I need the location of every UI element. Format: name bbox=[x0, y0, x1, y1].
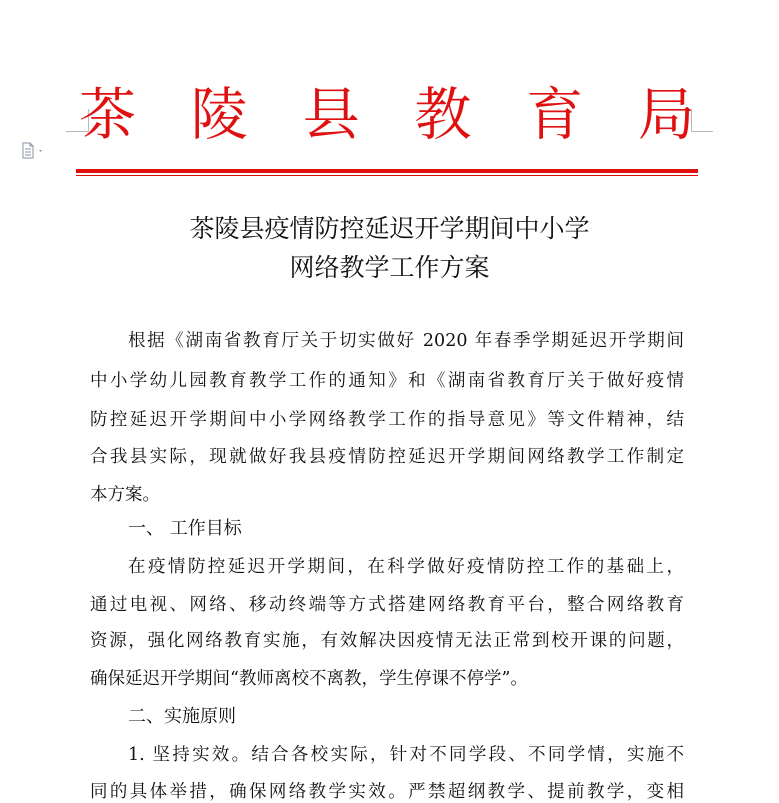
document-title-line-1: 茶陵县疫情防控延迟开学期间中小学 bbox=[189, 214, 590, 243]
letterhead-char: 教 bbox=[414, 82, 472, 148]
section1-line: 确保延迟开学期间“教师离校不离教，学生停课不停学”。 bbox=[90, 669, 528, 689]
intro-line: 本方案。 bbox=[90, 485, 160, 505]
letterhead-title bbox=[76, 82, 698, 148]
section-heading-principles: 二、实施原则 bbox=[128, 706, 236, 727]
intro-line: 中小学幼儿园教育教学工作的通知》和《湖南省教育厅关于做好疫情 bbox=[90, 371, 684, 391]
section-heading-goals: 一、 工作目标 bbox=[128, 518, 242, 539]
letterhead-char: 陵 bbox=[190, 82, 248, 148]
document-icon[interactable] bbox=[21, 142, 47, 160]
document-title-line-2: 网络教学工作方案 bbox=[289, 253, 490, 282]
intro-line: 根据《湖南省教育厅关于切实做好 2020 年春季学期延迟开学期间 bbox=[128, 331, 684, 351]
section1-line: 通过电视、网络、移动终端等方式搭建网络教育平台，整合网络教育 bbox=[90, 595, 684, 615]
section1-line: 资源，强化网络教育实施，有效解决因疫情无法正常到校开课的问题， bbox=[90, 631, 684, 651]
section2-line: 1. 坚持实效。结合各校实际，针对不同学段、不同学情，实施不 bbox=[128, 745, 684, 765]
letterhead-char: 县 bbox=[302, 82, 360, 148]
letterhead-rule-thick bbox=[76, 169, 698, 173]
section2-line: 同的具体举措，确保网络教学实效。严禁超纲教学、提前教学，变相 bbox=[90, 782, 684, 802]
letterhead-rule-thin bbox=[76, 175, 698, 176]
intro-line: 防控延迟开学期间中小学网络教学工作的指导意见》等文件精神，结 bbox=[90, 410, 684, 430]
letterhead-char: 局 bbox=[637, 82, 695, 148]
letterhead-char: 育 bbox=[526, 82, 584, 148]
section1-line: 在疫情防控延迟开学期间，在科学做好疫情防控工作的基础上， bbox=[128, 557, 684, 577]
intro-line: 合我县实际，现就做好我县疫情防控延迟开学期间网络教学工作制定 bbox=[90, 447, 684, 467]
letterhead-char: 茶 bbox=[79, 82, 136, 148]
